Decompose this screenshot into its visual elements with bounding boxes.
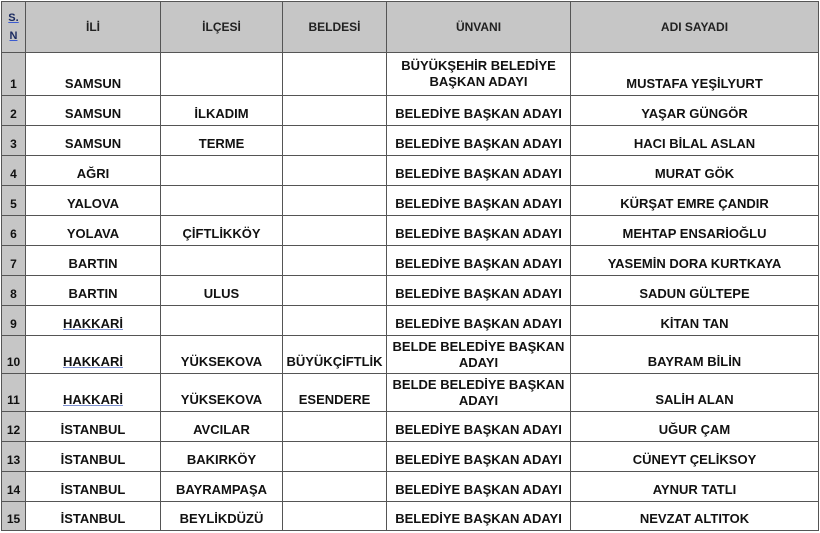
cell-beldesi	[283, 306, 387, 336]
cell-beldesi	[283, 276, 387, 306]
cell-unvani-text: BELEDİYE BAŞKAN ADAYI	[395, 422, 562, 437]
cell-ili-text: SAMSUN	[64, 136, 122, 151]
cell-ilcesi	[161, 502, 283, 531]
table-row	[2, 276, 819, 306]
table-row	[2, 53, 819, 96]
cell-adi-soyadi	[571, 126, 819, 156]
cell-adi-soyadi-text: CÜNEYT ÇELİKSOY	[632, 452, 757, 467]
row-number-text: 15	[6, 512, 21, 526]
header-unvani: ÜNVANI	[387, 2, 571, 53]
cell-ili-text: HAKKARİ	[63, 354, 123, 369]
table-row	[2, 442, 819, 472]
row-number	[2, 246, 26, 276]
cell-beldesi	[283, 246, 387, 276]
cell-ili	[26, 246, 161, 276]
cell-adi-soyadi-text: SADUN GÜLTEPE	[639, 286, 750, 301]
cell-adi-soyadi-text: AYNUR TATLI	[652, 482, 737, 497]
row-number	[2, 186, 26, 216]
cell-beldesi	[283, 442, 387, 472]
cell-adi-soyadi	[571, 53, 819, 96]
table-row	[2, 156, 819, 186]
cell-ilcesi	[161, 442, 283, 472]
cell-unvani	[387, 306, 571, 336]
table-row	[2, 374, 819, 412]
cell-ili	[26, 374, 161, 412]
header-row	[2, 2, 819, 53]
table-body	[2, 53, 819, 531]
table-row	[2, 246, 819, 276]
cell-ilcesi	[161, 412, 283, 442]
cell-adi-soyadi-text: KİTAN TAN	[660, 316, 729, 331]
cell-beldesi	[283, 126, 387, 156]
cell-ilcesi-text: YÜKSEKOVA	[180, 392, 263, 407]
table-row	[2, 96, 819, 126]
cell-ili-text: HAKKARİ	[63, 316, 123, 331]
cell-unvani-text: BELEDİYE BAŞKAN ADAYI	[395, 196, 562, 211]
cell-adi-soyadi-text: BAYRAM BİLİN	[647, 354, 742, 369]
cell-ilcesi-text: BEYLİKDÜZÜ	[179, 511, 264, 526]
cell-ili-text: SAMSUN	[64, 76, 122, 91]
cell-ili-text: SAMSUN	[64, 106, 122, 121]
cell-ili	[26, 53, 161, 96]
cell-ili	[26, 502, 161, 531]
cell-unvani-text: BELEDİYE BAŞKAN ADAYI	[395, 226, 562, 241]
cell-unvani	[387, 186, 571, 216]
cell-ili-text: İSTANBUL	[60, 482, 126, 497]
cell-adi-soyadi	[571, 472, 819, 502]
cell-ilcesi-text: YÜKSEKOVA	[180, 354, 263, 369]
row-number-text: 13	[6, 453, 21, 467]
cell-unvani-text: BELEDİYE BAŞKAN ADAYI	[395, 256, 562, 271]
cell-ilcesi	[161, 126, 283, 156]
row-number-text: 10	[6, 355, 21, 369]
row-number-text: 1	[10, 77, 17, 91]
cell-unvani-text: BELDE BELEDİYE BAŞKAN ADAYI	[392, 338, 565, 370]
cell-beldesi	[283, 216, 387, 246]
cell-ilcesi-text: BAYRAMPAŞA	[175, 482, 267, 497]
cell-ili-text: BARTIN	[68, 256, 118, 271]
row-number	[2, 53, 26, 96]
cell-unvani-text: BELDE BELEDİYE BAŞKAN ADAYI	[392, 376, 565, 408]
cell-ili	[26, 472, 161, 502]
row-number	[2, 472, 26, 502]
cell-ilcesi-text: TERME	[198, 136, 245, 151]
cell-adi-soyadi-text: MUSTAFA YEŞİLYURT	[626, 76, 763, 91]
cell-beldesi-text: ESENDERE	[298, 392, 371, 407]
cell-ili	[26, 412, 161, 442]
row-number-text: 14	[6, 483, 21, 497]
cell-ili	[26, 336, 161, 374]
cell-unvani	[387, 96, 571, 126]
cell-ilcesi	[161, 246, 283, 276]
row-number	[2, 374, 26, 412]
cell-beldesi	[283, 374, 387, 412]
cell-unvani	[387, 502, 571, 531]
row-number	[2, 156, 26, 186]
row-number-text: 3	[10, 137, 17, 151]
row-number-text: 4	[10, 167, 17, 181]
header-beldesi: BELDESİ	[283, 2, 387, 53]
cell-unvani-text: BELEDİYE BAŞKAN ADAYI	[395, 136, 562, 151]
row-number	[2, 412, 26, 442]
cell-unvani-text: BELEDİYE BAŞKAN ADAYI	[395, 106, 562, 121]
header-ili: İLİ	[26, 2, 161, 53]
cell-unvani	[387, 374, 571, 412]
cell-adi-soyadi	[571, 374, 819, 412]
row-number-text: 7	[10, 257, 17, 271]
cell-ilcesi-text: İLKADIM	[194, 106, 249, 121]
row-number	[2, 126, 26, 156]
cell-ili	[26, 96, 161, 126]
table-row	[2, 502, 819, 531]
cell-unvani-text: BELEDİYE BAŞKAN ADAYI	[395, 166, 562, 181]
row-number-text: 11	[7, 393, 20, 407]
cell-ilcesi-text: BAKIRKÖY	[186, 452, 257, 467]
cell-beldesi	[283, 502, 387, 531]
header-ilcesi: İLÇESİ	[161, 2, 283, 53]
cell-adi-soyadi	[571, 156, 819, 186]
row-number	[2, 306, 26, 336]
cell-unvani-text: BELEDİYE BAŞKAN ADAYI	[395, 316, 562, 331]
table-row	[2, 186, 819, 216]
cell-ili-text: AĞRI	[76, 166, 110, 181]
cell-adi-soyadi-text: YAŞAR GÜNGÖR	[641, 106, 748, 121]
cell-beldesi	[283, 156, 387, 186]
table-row	[2, 412, 819, 442]
cell-unvani	[387, 156, 571, 186]
cell-unvani	[387, 412, 571, 442]
cell-ili-text: İSTANBUL	[60, 452, 126, 467]
row-number-text: 9	[10, 317, 17, 331]
row-number	[2, 336, 26, 374]
cell-adi-soyadi	[571, 336, 819, 374]
cell-unvani-text: BELEDİYE BAŞKAN ADAYI	[395, 452, 562, 467]
cell-unvani-text: BELEDİYE BAŞKAN ADAYI	[395, 482, 562, 497]
cell-beldesi	[283, 96, 387, 126]
row-number-text: 5	[10, 197, 17, 211]
cell-unvani	[387, 276, 571, 306]
cell-ilcesi	[161, 186, 283, 216]
cell-ilcesi	[161, 276, 283, 306]
cell-ilcesi	[161, 53, 283, 96]
cell-adi-soyadi-text: NEVZAT ALTITOK	[639, 511, 750, 526]
row-number-text: 8	[10, 287, 17, 301]
cell-ili	[26, 442, 161, 472]
cell-ili-text: YALOVA	[66, 196, 119, 211]
cell-adi-soyadi	[571, 186, 819, 216]
cell-ili-text: YOLAVA	[66, 226, 120, 241]
cell-ilcesi	[161, 216, 283, 246]
cell-adi-soyadi	[571, 502, 819, 531]
cell-beldesi-text: BÜYÜKÇİFTLİK	[286, 354, 383, 369]
row-number	[2, 502, 26, 531]
cell-ilcesi	[161, 472, 283, 502]
cell-unvani	[387, 126, 571, 156]
cell-unvani	[387, 53, 571, 96]
header-sn-line1: S.	[8, 12, 19, 24]
table-row	[2, 126, 819, 156]
cell-ilcesi	[161, 374, 283, 412]
cell-ili	[26, 186, 161, 216]
cell-ili	[26, 276, 161, 306]
cell-ili	[26, 126, 161, 156]
cell-ilcesi-text: AVCILAR	[193, 422, 250, 437]
cell-unvani	[387, 472, 571, 502]
cell-ilcesi	[161, 336, 283, 374]
cell-ili	[26, 156, 161, 186]
cell-ilcesi-text: ULUS	[203, 286, 240, 301]
cell-unvani-text: BELEDİYE BAŞKAN ADAYI	[395, 511, 562, 526]
cell-unvani	[387, 442, 571, 472]
cell-ili	[26, 306, 161, 336]
cell-ili-text: BARTIN	[68, 286, 118, 301]
cell-adi-soyadi-text: HACI BİLAL ASLAN	[633, 136, 756, 151]
cell-beldesi	[283, 412, 387, 442]
cell-adi-soyadi	[571, 412, 819, 442]
cell-beldesi	[283, 53, 387, 96]
row-number-text: 6	[10, 227, 17, 241]
cell-unvani	[387, 216, 571, 246]
cell-adi-soyadi-text: KÜRŞAT EMRE ÇANDIR	[620, 196, 769, 211]
row-number-text: 2	[10, 107, 17, 121]
cell-ilcesi	[161, 306, 283, 336]
header-sn	[2, 2, 26, 53]
cell-ili-text: İSTANBUL	[60, 422, 126, 437]
header-adi-soyadi: ADI SAYADI	[571, 2, 819, 53]
row-number-text: 12	[6, 423, 21, 437]
cell-adi-soyadi	[571, 216, 819, 246]
cell-adi-soyadi	[571, 96, 819, 126]
header-sn-line2: N	[9, 30, 18, 42]
cell-unvani	[387, 336, 571, 374]
table-row	[2, 472, 819, 502]
table-row	[2, 336, 819, 374]
cell-unvani-text: BELEDİYE BAŞKAN ADAYI	[395, 286, 562, 301]
row-number	[2, 216, 26, 246]
table-row	[2, 216, 819, 246]
cell-adi-soyadi	[571, 246, 819, 276]
cell-adi-soyadi	[571, 442, 819, 472]
cell-ilcesi	[161, 156, 283, 186]
cell-adi-soyadi-text: UĞUR ÇAM	[658, 422, 731, 437]
row-number	[2, 442, 26, 472]
cell-beldesi	[283, 472, 387, 502]
cell-unvani	[387, 246, 571, 276]
cell-beldesi	[283, 186, 387, 216]
table-row	[2, 306, 819, 336]
candidates-table	[1, 1, 819, 531]
cell-beldesi	[283, 336, 387, 374]
cell-ilcesi	[161, 96, 283, 126]
cell-adi-soyadi-text: MEHTAP ENSARİOĞLU	[622, 226, 767, 241]
cell-adi-soyadi	[571, 276, 819, 306]
row-number	[2, 276, 26, 306]
cell-ili-text: HAKKARİ	[63, 392, 123, 407]
cell-adi-soyadi-text: MURAT GÖK	[654, 166, 735, 181]
cell-ilcesi-text: ÇİFTLİKKÖY	[182, 226, 261, 241]
cell-ili-text: İSTANBUL	[60, 511, 126, 526]
cell-adi-soyadi-text: SALİH ALAN	[655, 392, 734, 407]
cell-adi-soyadi-text: YASEMİN DORA KURTKAYA	[607, 256, 782, 271]
cell-ili	[26, 216, 161, 246]
cell-adi-soyadi	[571, 306, 819, 336]
cell-unvani-text: BÜYÜKŞEHİR BELEDİYE BAŞKAN ADAYI	[401, 58, 556, 89]
row-number	[2, 96, 26, 126]
